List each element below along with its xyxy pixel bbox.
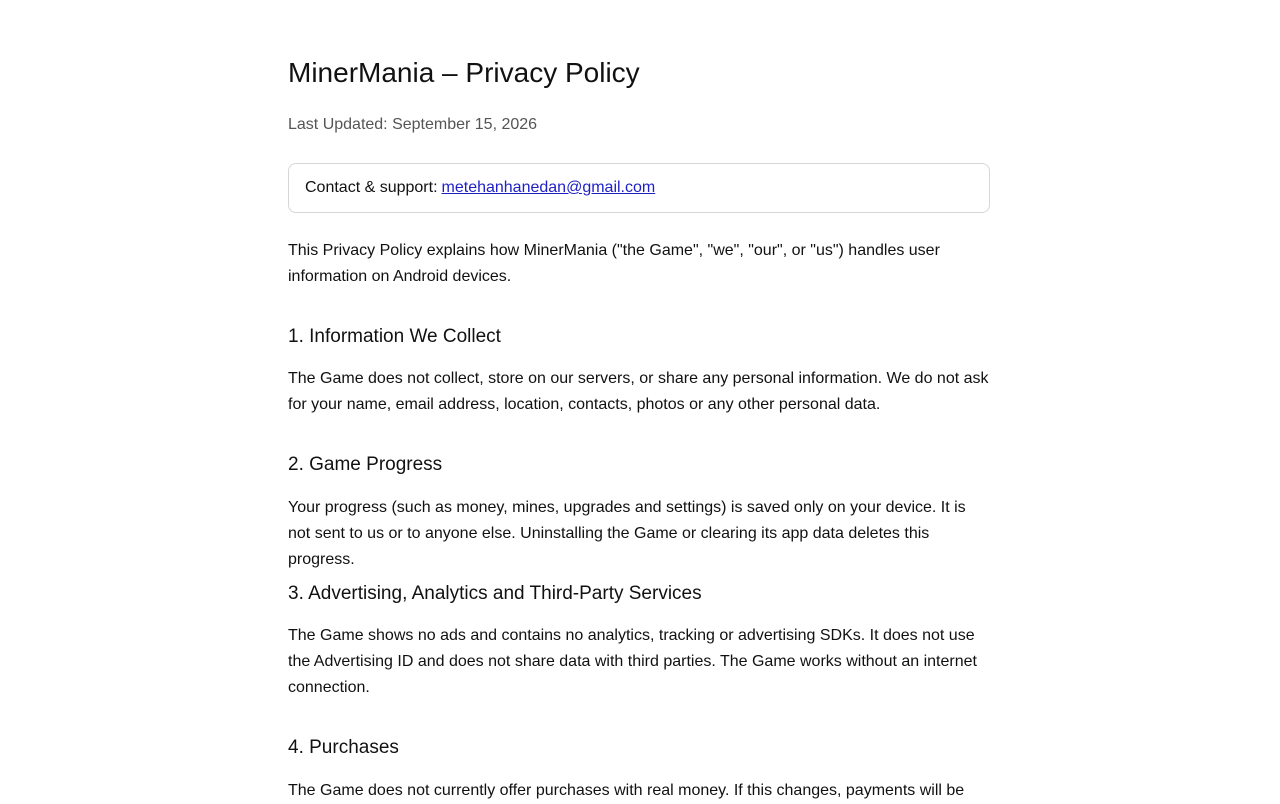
section-body-purchases: The Game does not currently offer purchases with real money. If this changes, payments will be: [288, 782, 965, 799]
section-body-advertising: The Game shows no ads and contains no analytics, tracking or advertising SDKs. It does not use the Advertising ID and does not share data with third parties. The Game works without an internet connection.: [288, 627, 977, 696]
page-title: MinerMania – Privacy Policy: [288, 57, 640, 88]
section-heading-information-we-collect: 1. Information We Collect: [288, 326, 501, 347]
section-heading-advertising: 3. Advertising, Analytics and Third-Party Services: [288, 583, 702, 604]
intro-paragraph: This Privacy Policy explains how MinerMania ("the Game", "we", "our", or "us") handles user information on Android devices.: [288, 242, 940, 285]
section-body-game-progress: Your progress (such as money, mines, upgrades and settings) is saved only on your device. It is not sent to us or to anyone else. Uninstalling the Game or clearing its app data deletes this progress.: [288, 499, 966, 568]
contact-email-link[interactable]: metehanhanedan@gmail.com: [441, 179, 656, 196]
last-updated-date: Last Updated: September 15, 2026: [288, 116, 538, 133]
section-body-information-we-collect: The Game does not collect, store on our servers, or share any personal information. We do not ask for your name, email address, location, contacts, photos or any other personal data.: [288, 370, 989, 413]
contact-label: Contact & support:: [305, 179, 438, 196]
section-heading-purchases: 4. Purchases: [288, 737, 399, 758]
contact-box: [288, 163, 990, 213]
section-heading-game-progress: 2. Game Progress: [288, 454, 443, 475]
